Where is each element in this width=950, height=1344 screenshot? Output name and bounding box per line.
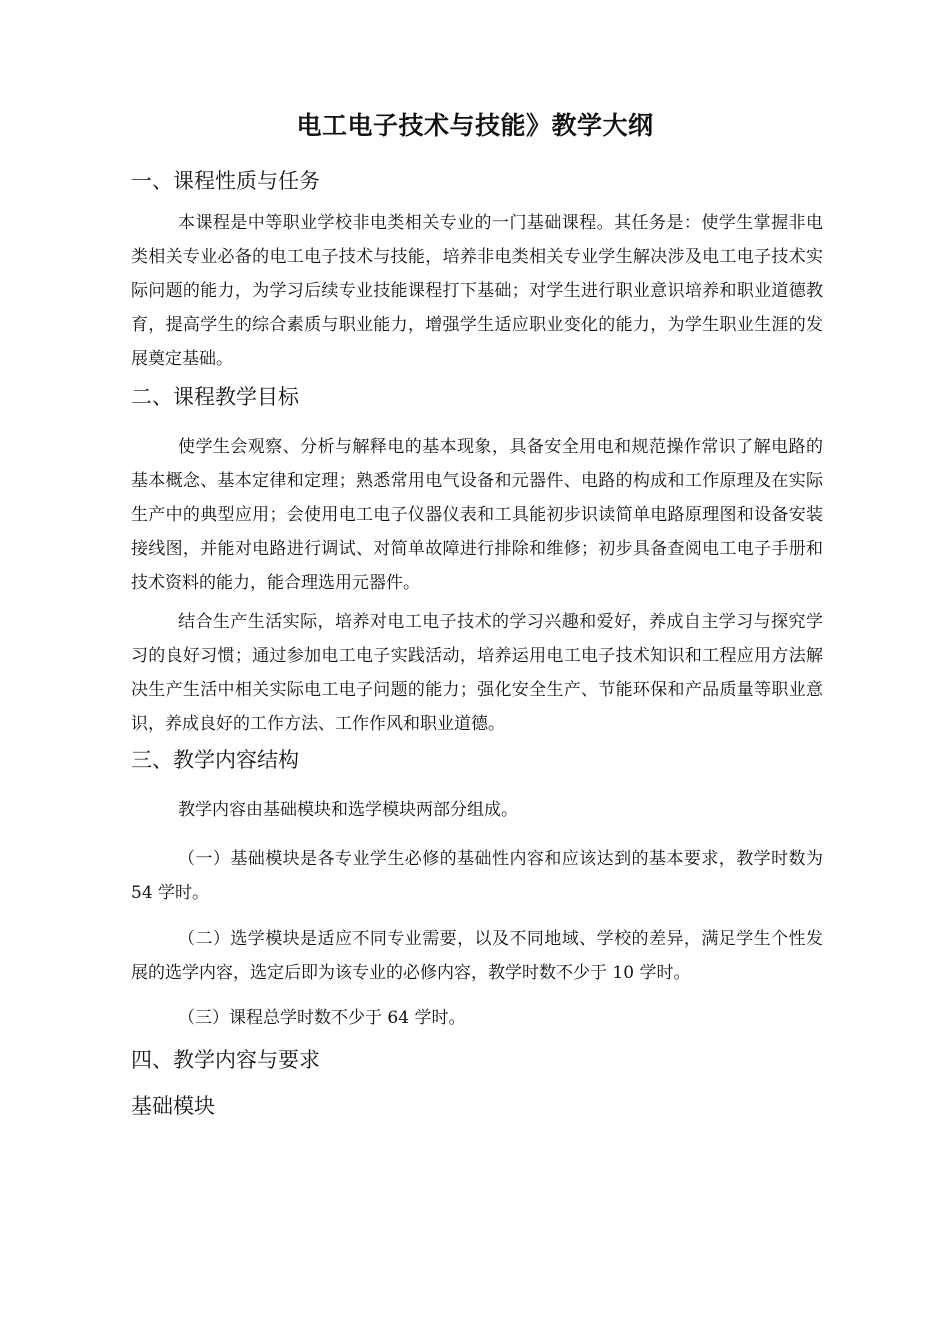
section-3-paragraph-3: （二）选学模块是适应不同专业需要，以及不同地域、学校的差异，满足学生个性发展的选学内容，选定后即为该专业的必修内容，教学时数不少于 10 学时。 <box>131 929 823 983</box>
document-title: 电工电子技术与技能》教学大纲 <box>296 111 654 140</box>
section-heading-3: 三、教学内容结构 <box>131 748 299 772</box>
section-3-paragraph-1: 教学内容由基础模块和选学模块两部分组成。 <box>178 800 518 820</box>
section-heading-4: 四、教学内容与要求 <box>131 1048 320 1072</box>
section-heading-1: 一、课程性质与任务 <box>131 169 320 193</box>
section-2-paragraph-2: 结合生产生活实际，培养对电工电子技术的学习兴趣和爱好，养成自主学习与探究学习的良好习惯；通过参加电工电子实践活动，培养运用电工电子技术知识和工程应用方法解决生产生活中相关实际电工电子问题的能力；强化安全生产、节能环保和产品质量等职业意识，养成良好的工作方法、工作作风和职业道德。 <box>131 612 823 734</box>
section-3-paragraph-2: （一）基础模块是各专业学生必修的基础性内容和应该达到的基本要求，教学时数为 54 学时。 <box>131 849 823 903</box>
section-1-paragraph-1: 本课程是中等职业学校非电类相关专业的一门基础课程。其任务是：使学生掌握非电类相关专业必备的电工电子技术与技能，培养非电类相关专业学生解决涉及电工电子技术实际问题的能力，为学习后续专业技能课程打下基础；对学生进行职业意识培养和职业道德教育，提高学生的综合素质与职业能力，增强学生适应职业变化的能力，为学生职业生涯的发展奠定基础。 <box>131 213 823 369</box>
section-heading-2: 二、课程教学目标 <box>131 385 299 409</box>
section-2-paragraph-1: 使学生会观察、分析与解释电的基本现象，具备安全用电和规范操作常识了解电路的基本概念、基本定律和定理；熟悉常用电气设备和元器件、电路的构成和工作原理及在实际生产中的典型应用；会使用电工电子仪器仪表和工具能初步识读简单电路原理图和设备安装接线图，并能对电路进行调试、对简单故障进行排除和维修；初步具备查阅电工电子手册和技术资料的能力，能合理选用元器件。 <box>131 437 823 593</box>
section-3-paragraph-4: （三）课程总学时数不少于 64 学时。 <box>178 1008 466 1028</box>
subheading-basic-module: 基础模块 <box>131 1094 215 1118</box>
